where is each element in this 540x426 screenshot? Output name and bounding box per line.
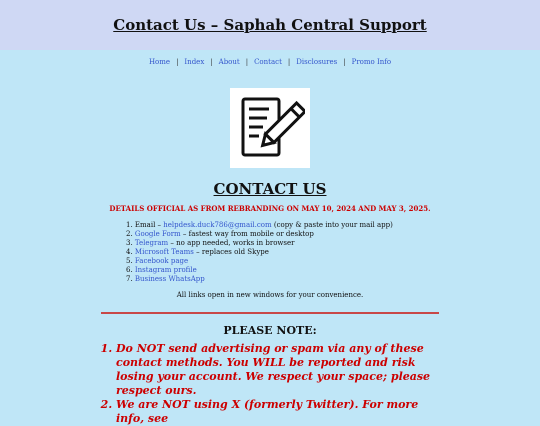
contact-methods-list: [126, 221, 540, 284]
nav-separator: |: [343, 58, 346, 66]
nav-index-link[interactable]: Index: [184, 58, 205, 66]
top-nav: [0, 58, 540, 66]
please-note-heading: PLEASE NOTE:: [223, 324, 317, 337]
contact-description: – fastest way from mobile or desktop: [180, 230, 314, 238]
contact-prefix: Email –: [134, 221, 164, 229]
warning-item: 2. We are NOT using X (formerly Twitter). For more info, see: [116, 398, 436, 426]
business-whatsapp-link[interactable]: Business WhatsApp: [134, 275, 205, 283]
email-link[interactable]: helpdesk.duck786@gmail.com: [163, 221, 272, 229]
nav-contact-link[interactable]: Contact: [254, 58, 282, 66]
page-header: [0, 0, 540, 50]
nav-disclosures-link[interactable]: Disclosures: [296, 58, 338, 66]
official-details-notice: DETAILS OFFICIAL AS FROM REBRANDING ON MAY 10, 2024 AND MAY 3, 2025.: [109, 204, 431, 213]
telegram-link[interactable]: Telegram: [134, 239, 169, 247]
nav-separator: |: [287, 58, 291, 66]
new-window-note: All links open in new windows for your convenience.: [176, 291, 364, 299]
contact-illustration: [230, 88, 310, 168]
nav-separator: |: [210, 58, 213, 66]
contact-description: – no app needed, works in browser: [168, 239, 295, 247]
contact-heading: CONTACT US: [213, 180, 327, 198]
microsoft-teams-link[interactable]: Microsoft Teams: [134, 248, 194, 256]
warnings-list: [104, 342, 436, 426]
page-title: Contact Us – Saphah Central Support: [113, 16, 427, 34]
list-item: [126, 257, 540, 266]
list-item: [126, 221, 540, 230]
google-form-link[interactable]: Google Form: [134, 230, 181, 238]
facebook-page-link[interactable]: Facebook page: [134, 257, 189, 265]
list-item: [126, 248, 540, 257]
nav-home-link[interactable]: Home: [148, 58, 171, 66]
warning-item: 1. Do NOT send advertising or spam via any of these contact methods. You WILL be reported and risk losing your account. We respect your space; please respect ours.: [116, 342, 436, 398]
section-divider: [101, 312, 439, 314]
nav-about-link[interactable]: About: [218, 58, 240, 66]
instagram-profile-link[interactable]: Instagram profile: [134, 266, 197, 274]
list-item: [126, 266, 540, 275]
list-item: [126, 239, 540, 248]
contact-description: – replaces old Skype: [193, 248, 269, 256]
nav-separator: |: [245, 58, 249, 66]
document-with-pencil-icon: [235, 93, 305, 163]
contact-description: (copy & paste into your mail app): [271, 221, 393, 229]
nav-promo-info-link[interactable]: Promo Info: [351, 58, 392, 66]
list-item: [126, 230, 540, 239]
list-item: [126, 275, 540, 284]
nav-separator: |: [176, 58, 179, 66]
